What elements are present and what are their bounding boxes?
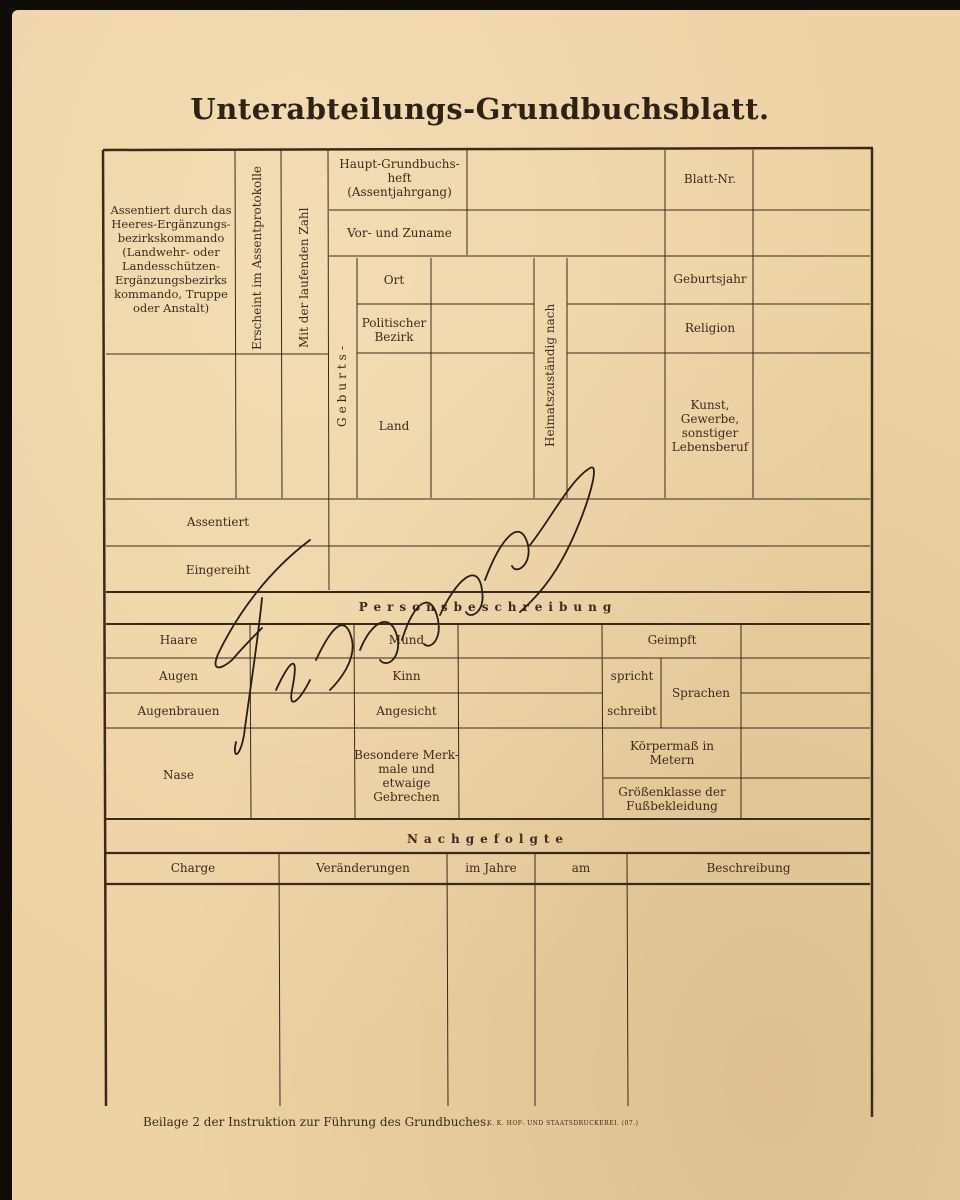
form-title: Unterabteilungs-Grundbuchsblatt. (190, 92, 770, 126)
veraenderungen-column-header: Veränderungen (316, 861, 410, 875)
spricht-label: spricht (610, 669, 654, 683)
blatt-nr-label: Blatt-Nr. (683, 172, 737, 186)
laufende-zahl-label: Mit der laufenden Zahl (297, 207, 311, 348)
sprachen-label: Sprachen (671, 686, 731, 700)
nase-label: Nase (163, 768, 194, 782)
haupt-grundbuchsheft-label: Haupt-Grundbuchs- heft (Assentjahrgang) (339, 157, 460, 199)
assentiert-durch-label: Assentiert durch das Heeres-Ergänzungs- bezirkskommando (Landwehr- oder Landesschützen- Ergänzungsbezirks kommando, Truppe oder Anstalt) (110, 203, 232, 315)
am-column-header: am (571, 861, 591, 875)
augenbrauen-label: Augenbrauen (137, 704, 220, 718)
politischer-bezirk-label: Politischer Bezirk (361, 316, 427, 344)
besondere-merkmale-label: Besondere Merk- male und etwaige Gebrechen (354, 748, 459, 804)
assentiert-label: Assentiert (186, 515, 250, 529)
geburts-label: Geburts- (335, 342, 349, 428)
mund-label: Mund (388, 633, 425, 647)
religion-label: Religion (684, 321, 736, 335)
augen-label: Augen (159, 669, 198, 683)
erscheint-label: Erscheint im Assentprotokolle (250, 165, 264, 350)
eingereiht-label: Eingereiht (185, 563, 251, 577)
personsbeschreibung-heading: Personsbeschreibung (358, 600, 618, 614)
lebensberuf-label: Kunst, Gewerbe, sonstiger Lebensberuf (671, 398, 749, 454)
im-jahre-column-header: im Jahre (465, 861, 517, 875)
footer-text: Beilage 2 der Instruktion zur Führung des Grundbuches. (143, 1115, 490, 1129)
ort-label: Ort (383, 273, 405, 287)
land-label: Land (378, 419, 410, 433)
kinn-label: Kinn (392, 669, 421, 683)
charge-column-header: Charge (170, 861, 216, 875)
groessenklasse-label: Größenklasse der Fußbekleidung (618, 785, 726, 813)
printer-imprint: K. K. HOF- UND STAATSDRUCKEREI. (07.) (487, 1120, 639, 1127)
schreibt-label: schreibt (607, 704, 657, 718)
geburtsjahr-label: Geburtsjahr (673, 272, 747, 286)
koerpermass-label: Körpermaß in Metern (629, 739, 715, 767)
heimatszustaendig-label: Heimatszuständig nach (543, 303, 557, 447)
vor-und-zuname-label: Vor- und Zuname (347, 226, 452, 240)
nachgefolgte-heading: Nachgefolgte (406, 832, 570, 846)
haare-label: Haare (159, 633, 198, 647)
geimpft-label: Geimpft (647, 633, 697, 647)
beschreibung-column-header: Beschreibung (706, 861, 791, 875)
angesicht-label: Angesicht (376, 704, 437, 718)
